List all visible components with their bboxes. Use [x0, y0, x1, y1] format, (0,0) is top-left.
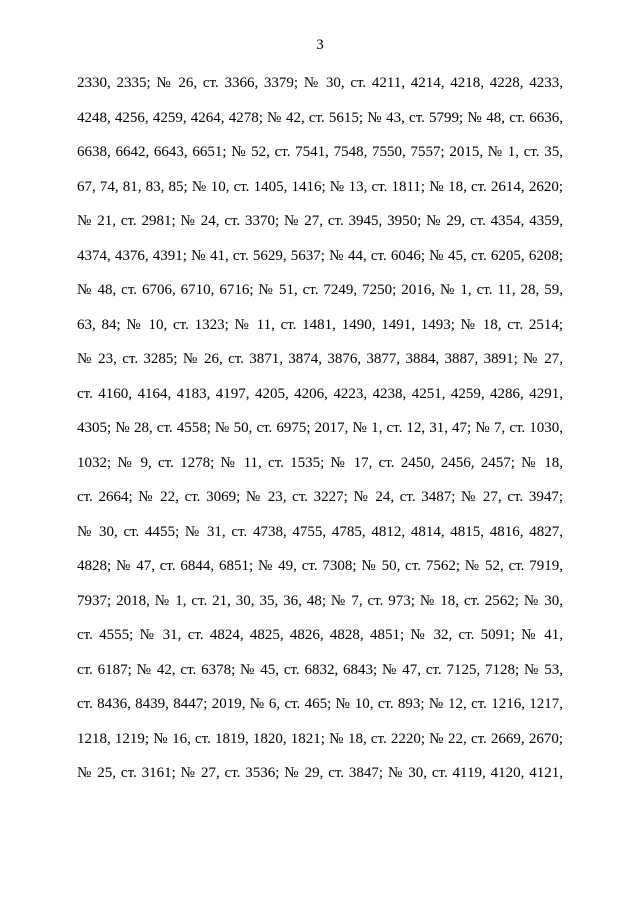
text-line: 1032; № 9, ст. 1278; № 11, ст. 1535; № 17, ст. 2450, 2456, 2457; № 18,	[77, 454, 563, 471]
text-line: 63, 84; № 10, ст. 1323; № 11, ст. 1481, 1490, 1491, 1493; № 18, ст. 2514;	[77, 316, 563, 333]
page-number: 3	[316, 37, 324, 53]
text-line: 4828; № 47, ст. 6844, 6851; № 49, ст. 7308; № 50, ст. 7562; № 52, ст. 7919,	[77, 558, 563, 574]
body-text	[77, 74, 563, 799]
text-line: ст. 8436, 8439, 8447; 2019, № 6, ст. 465; № 10, ст. 893; № 12, ст. 1216, 1217,	[77, 696, 563, 712]
text-line: 4248, 4256, 4259, 4264, 4278; № 42, ст. 5615; № 43, ст. 5799; № 48, ст. 6636,	[77, 109, 563, 126]
text-line: ст. 2664; № 22, ст. 3069; № 23, ст. 3227; № 24, ст. 3487; № 27, ст. 3947;	[77, 489, 563, 505]
text-line: ст. 4160, 4164, 4183, 4197, 4205, 4206, 4223, 4238, 4251, 4259, 4286, 4291,	[77, 385, 563, 402]
text-line: 1218, 1219; № 16, ст. 1819, 1820, 1821; № 18, ст. 2220; № 22, ст. 2669, 2670;	[77, 730, 563, 747]
text-line: № 48, ст. 6706, 6710, 6716; № 51, ст. 7249, 7250; 2016, № 1, ст. 11, 28, 59,	[77, 282, 563, 298]
text-line: 4305; № 28, ст. 4558; № 50, ст. 6975; 2017, № 1, ст. 12, 31, 47; № 7, ст. 1030,	[77, 420, 563, 436]
text-line: 4374, 4376, 4391; № 41, ст. 5629, 5637; № 44, ст. 6046; № 45, ст. 6205, 6208;	[77, 247, 563, 264]
text-line: № 30, ст. 4455; № 31, ст. 4738, 4755, 4785, 4812, 4814, 4815, 4816, 4827,	[77, 523, 563, 540]
text-line: 7937; 2018, № 1, ст. 21, 30, 35, 36, 48; № 7, ст. 973; № 18, ст. 2562; № 30,	[77, 592, 563, 609]
text-line: 6638, 6642, 6643, 6651; № 52, ст. 7541, 7548, 7550, 7557; 2015, № 1, ст. 35,	[77, 144, 563, 160]
text-line: № 23, ст. 3285; № 26, ст. 3871, 3874, 3876, 3877, 3884, 3887, 3891; № 27,	[77, 351, 563, 367]
text-line: № 21, ст. 2981; № 24, ст. 3370; № 27, ст. 3945, 3950; № 29, ст. 4354, 4359,	[77, 213, 563, 229]
text-line: 2330, 2335; № 26, ст. 3366, 3379; № 30, ст. 4211, 4214, 4218, 4228, 4233,	[77, 75, 563, 91]
text-line: ст. 6187; № 42, ст. 6378; № 45, ст. 6832, 6843; № 47, ст. 7125, 7128; № 53,	[77, 661, 563, 678]
text-line: ст. 4555; № 31, ст. 4824, 4825, 4826, 4828, 4851; № 32, ст. 5091; № 41,	[77, 627, 563, 643]
text-line: № 25, ст. 3161; № 27, ст. 3536; № 29, ст. 3847; № 30, ст. 4119, 4120, 4121,	[77, 765, 563, 781]
text-line: 67, 74, 81, 83, 85; № 10, ст. 1405, 1416; № 13, ст. 1811; № 18, ст. 2614, 2620;	[77, 178, 563, 195]
